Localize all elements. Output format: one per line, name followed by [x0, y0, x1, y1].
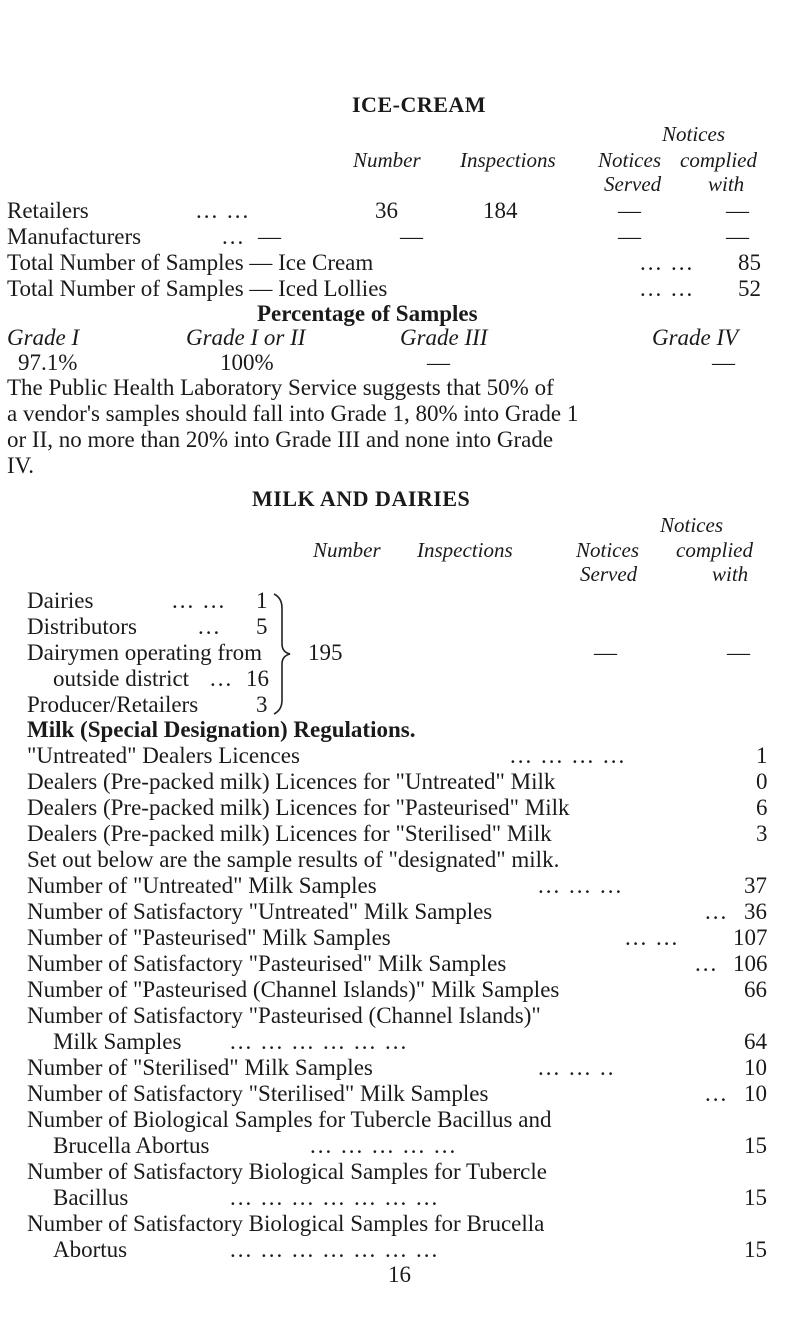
milk-notices-complied-header-2: complied — [676, 538, 753, 562]
ice-samples-lollies-label: Total Number of Samples — Iced Lollies — [7, 276, 388, 301]
ice-row-manufacturers-complied: — — [726, 224, 749, 249]
milk-row-dairies-label: Dairies — [27, 588, 94, 613]
ice-samples-lollies-dots: ... ... — [640, 276, 695, 301]
ice-row-manufacturers-dots: ... — [222, 224, 246, 249]
ice-grade-1-or-2-value: 100% — [220, 350, 274, 375]
ice-paragraph-line-2: a vendor's samples should fall into Grade 1, 80% into Grade 1 — [7, 401, 579, 426]
ice-samples-ice-cream-dots: ... ... — [640, 250, 695, 275]
ice-row-manufacturers-number: — — [258, 224, 281, 249]
result-satisfactory-untreated-dots: ... — [705, 899, 729, 924]
result-satisfactory-untreated-label: Number of Satisfactory "Untreated" Milk Samples — [27, 899, 493, 924]
milk-row-outside-district-number: 16 — [246, 666, 269, 691]
result-pasteurised-ci-label: Number of "Pasteurised (Channel Islands)" Milk Samples — [27, 977, 560, 1002]
result-pasteurised-dots: ... ... — [625, 925, 680, 950]
ice-notices-complied-header-1: Notices — [662, 122, 725, 146]
result-sterilised-value: 10 — [744, 1055, 767, 1080]
milk-row-distributors-label: Distributors — [27, 614, 137, 639]
result-pasteurised-value: 107 — [733, 925, 768, 950]
ice-cream-title: ICE-CREAM — [352, 92, 487, 117]
result-biological-label: Number of Biological Samples for Tubercle Bacillus and — [27, 1107, 552, 1132]
ice-grade-1-label: Grade I — [7, 325, 80, 350]
result-satisfactory-tubercle-dots: ... ... ... ... ... ... ... — [230, 1185, 440, 1210]
milk-row-outside-district-dots: ... — [210, 666, 234, 691]
result-sterilised-dots: ... ... .. — [538, 1055, 616, 1080]
milk-row-dairies-dots: ... ... — [172, 588, 227, 613]
ice-grade-1-or-2-label: Grade I or II — [186, 325, 306, 350]
ice-paragraph-line-4: IV. — [7, 453, 35, 478]
set-out-line: Set out below are the sample results of "designated" milk. — [27, 847, 560, 872]
milk-row-producer-retailers-label: Producer/Retailers — [27, 692, 199, 717]
result-satisfactory-sterilised-dots: ... — [705, 1081, 729, 1106]
milk-row-dairies-number: 1 — [256, 588, 268, 613]
result-pasteurised-label: Number of "Pasteurised" Milk Samples — [27, 925, 391, 950]
result-satisfactory-brucella-label: Number of Satisfactory Biological Samples for Brucella — [27, 1211, 545, 1236]
milk-notices-served-header-1: Notices — [576, 538, 639, 562]
ice-percentage-heading: Percentage of Samples — [257, 301, 478, 326]
milk-notices-served-header-2: Served — [580, 562, 638, 586]
result-untreated-value: 37 — [744, 873, 767, 898]
milk-row-distributors-number: 5 — [256, 614, 268, 639]
ice-paragraph-line-1: The Public Health Laboratory Service suggests that 50% of — [7, 375, 554, 400]
ice-inspections-header: Inspections — [460, 148, 556, 172]
result-satisfactory-sterilised-value: 10 — [744, 1081, 767, 1106]
ice-grade-1-value: 97.1% — [18, 350, 78, 375]
ice-row-retailers-label: Retailers — [7, 198, 89, 223]
result-satisfactory-brucella-dots: ... ... ... ... ... ... ... — [230, 1237, 440, 1262]
result-satisfactory-pasteurised-ci-dots: ... ... ... ... ... ... — [230, 1029, 409, 1054]
ice-row-retailers-complied: — — [726, 198, 749, 223]
licence-untreated-label: "Untreated" Dealers Licences — [27, 743, 300, 768]
result-sterilised-label: Number of "Sterilised" Milk Samples — [27, 1055, 373, 1080]
milk-number-header: Number — [313, 538, 381, 562]
ice-row-retailers-served: — — [618, 198, 641, 223]
milk-row-outside-district-label: outside district — [53, 666, 190, 691]
milk-regulations-heading: Milk (Special Designation) Regulations. — [27, 717, 416, 742]
result-satisfactory-tubercle-label: Number of Satisfactory Biological Samples for Tubercle — [27, 1159, 547, 1184]
result-satisfactory-pasteurised-ci-value: 64 — [744, 1029, 767, 1054]
result-satisfactory-pasteurised-dots: ... — [695, 951, 719, 976]
ice-samples-ice-cream-label: Total Number of Samples — Ice Cream — [7, 250, 374, 275]
milk-row-distributors-dots: ... — [198, 614, 222, 639]
ice-row-manufacturers-inspections: — — [400, 224, 423, 249]
ice-notices-complied-header-2: complied — [680, 148, 757, 172]
result-satisfactory-pasteurised-ci-label-2: Milk Samples — [53, 1029, 182, 1054]
result-satisfactory-pasteurised-value: 106 — [733, 951, 768, 976]
result-satisfactory-brucella-value: 15 — [744, 1237, 767, 1262]
ice-row-retailers-dots: ... ... — [196, 198, 251, 223]
milk-title: MILK AND DAIRIES — [252, 486, 471, 511]
result-satisfactory-pasteurised-ci-label: Number of Satisfactory "Pasteurised (Channel Islands)" — [27, 1003, 541, 1028]
ice-row-manufacturers-label: Manufacturers — [7, 224, 142, 249]
brace-icon — [270, 592, 294, 716]
milk-inspections-header: Inspections — [417, 538, 513, 562]
result-pasteurised-ci-value: 66 — [744, 977, 767, 1002]
milk-complied: — — [727, 640, 750, 665]
milk-notices-complied-header-3: with — [712, 562, 749, 586]
ice-paragraph-line-3: or II, no more than 20% into Grade III and none into Grade — [7, 427, 554, 452]
ice-notices-complied-header-3: with — [708, 172, 745, 196]
ice-row-retailers-inspections: 184 — [483, 198, 518, 223]
licence-prepacked-pasteurised-label: Dealers (Pre-packed milk) Licences for "Pasteurised" Milk — [27, 795, 570, 820]
licence-prepacked-untreated-value: 0 — [756, 769, 768, 794]
ice-grade-3-value: — — [427, 350, 450, 375]
result-satisfactory-tubercle-value: 15 — [744, 1185, 767, 1210]
ice-samples-ice-cream-value: 85 — [738, 250, 761, 275]
result-satisfactory-untreated-value: 36 — [744, 899, 767, 924]
licence-prepacked-pasteurised-value: 6 — [756, 795, 768, 820]
milk-row-producer-retailers-number: 3 — [256, 692, 268, 717]
ice-grade-3-label: Grade III — [400, 325, 488, 350]
ice-row-manufacturers-served: — — [618, 224, 641, 249]
result-biological-value: 15 — [744, 1133, 767, 1158]
result-untreated-label: Number of "Untreated" Milk Samples — [27, 873, 377, 898]
result-untreated-dots: ... ... ... — [538, 873, 624, 898]
ice-number-header: Number — [353, 148, 421, 172]
milk-inspections-total: 195 — [308, 640, 343, 665]
ice-notices-served-header-1: Notices — [598, 148, 661, 172]
result-satisfactory-pasteurised-label: Number of Satisfactory "Pasteurised" Milk Samples — [27, 951, 507, 976]
result-satisfactory-brucella-label-2: Abortus — [53, 1237, 128, 1262]
result-biological-label-2: Brucella Abortus — [53, 1133, 210, 1158]
milk-notices-complied-header-1: Notices — [660, 513, 723, 537]
milk-served: — — [594, 640, 617, 665]
result-biological-dots: ... ... ... ... ... — [310, 1133, 458, 1158]
ice-notices-served-header-2: Served — [604, 172, 662, 196]
licence-prepacked-sterilised-label: Dealers (Pre-packed milk) Licences for "Sterilised" Milk — [27, 821, 552, 846]
licence-prepacked-untreated-label: Dealers (Pre-packed milk) Licences for "Untreated" Milk — [27, 769, 556, 794]
result-satisfactory-tubercle-label-2: Bacillus — [53, 1185, 129, 1210]
licence-untreated-dots: ... ... ... ... — [510, 743, 627, 768]
licence-prepacked-sterilised-value: 3 — [756, 821, 768, 846]
milk-row-dairymen-label: Dairymen operating from — [27, 640, 263, 665]
page-number: 16 — [388, 1262, 411, 1287]
licence-untreated-value: 1 — [756, 743, 768, 768]
ice-grade-4-value: — — [712, 350, 735, 375]
ice-samples-lollies-value: 52 — [738, 276, 761, 301]
ice-grade-4-label: Grade IV — [652, 325, 739, 350]
result-satisfactory-sterilised-label: Number of Satisfactory "Sterilised" Milk Samples — [27, 1081, 489, 1106]
ice-row-retailers-number: 36 — [375, 198, 398, 223]
